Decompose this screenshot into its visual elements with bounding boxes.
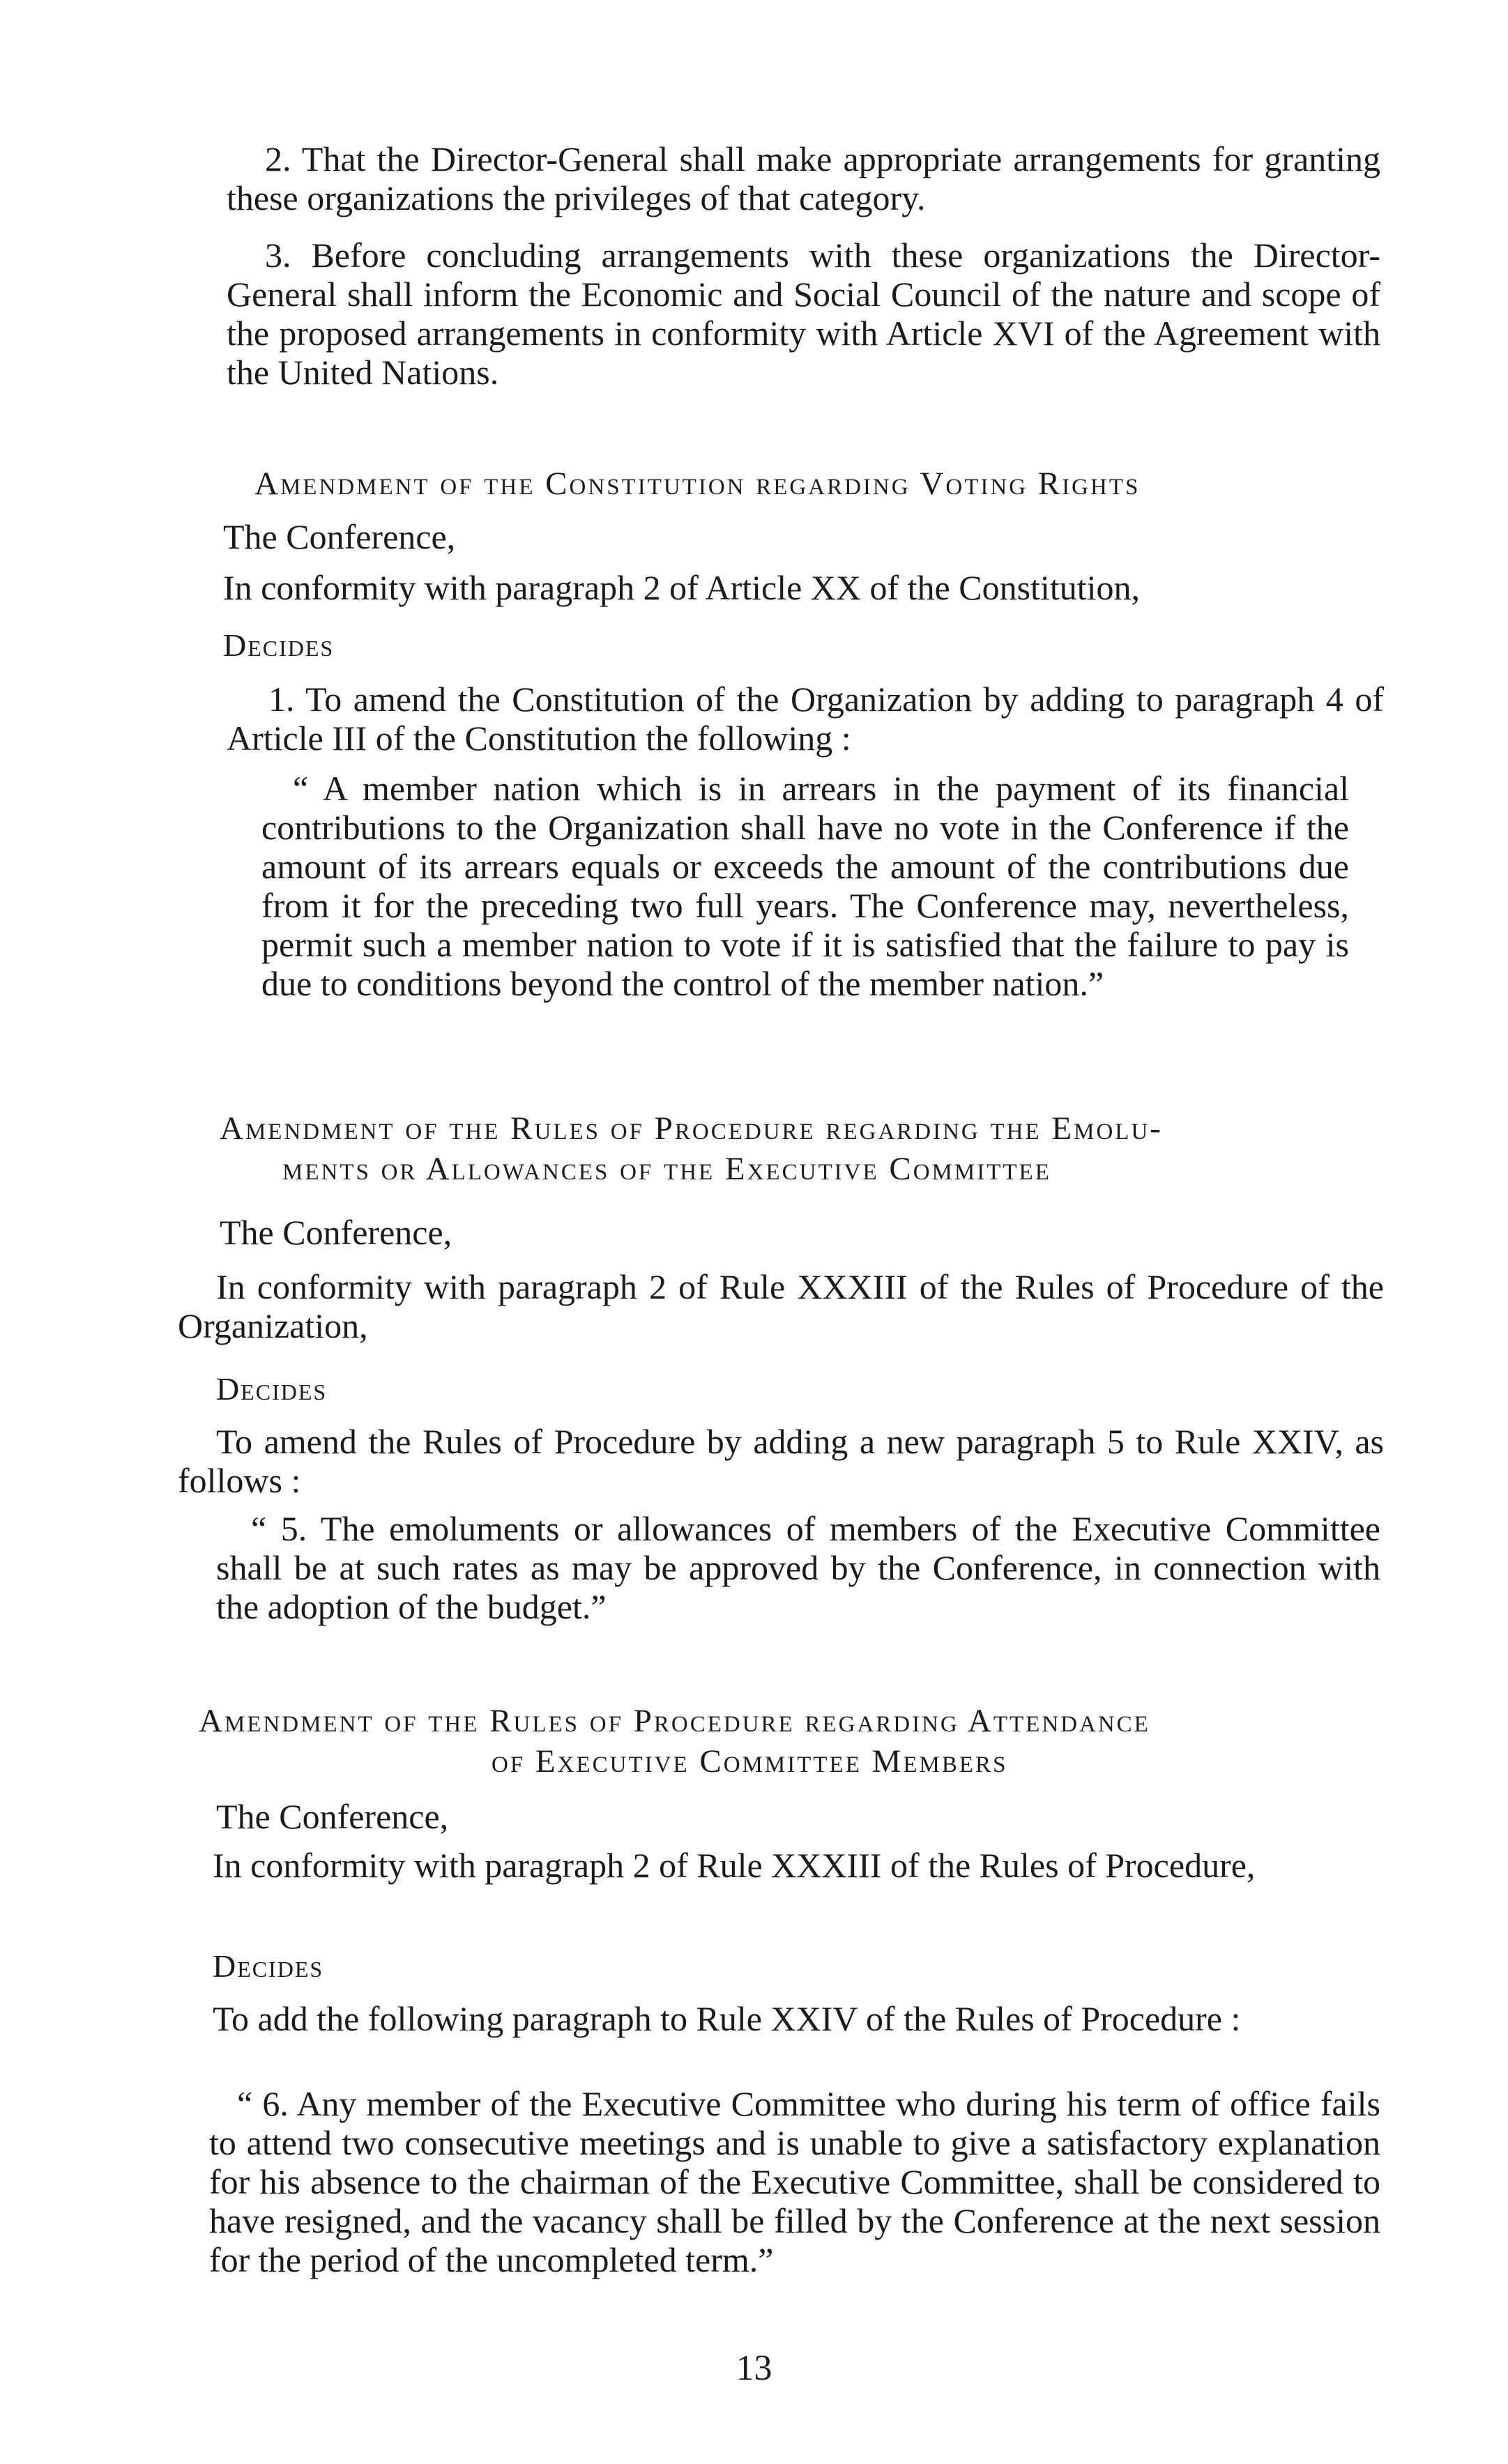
section-attendance	[199, 1701, 1384, 1782]
decision-item: To add the following paragraph to Rule XXIV of the Rules of Procedure :	[213, 1999, 1241, 2038]
section-heading-line-2: ments or Allowances of the Executive Committee	[282, 1151, 1051, 1187]
decides-label: Decides	[223, 627, 335, 663]
amendment-quote: “ 6. Any member of the Executive Committee who during his term of office fails to attend two consecutive meetings and is unable to give a satisfactory explanation for his absence to the chairman of the Executive Committee, shall be considered to have resigned, and the vacancy shall be filled by the Conference at the next session for the period of the uncompleted term.”	[209, 2084, 1380, 2279]
decision-item: 1. To amend the Constitution of the Organization by adding to paragraph 4 of Article III of the Constitution the following :	[227, 680, 1384, 758]
paragraph-3: 3. Before concluding arrangements with these organizations the Director-General shall inform the Economic and Social Council of the nature and scope of the proposed arrangements in conformity with Article XVI of the Agreement with the United Nations.	[227, 236, 1380, 392]
page-number: 13	[736, 2348, 772, 2388]
decides-label: Decides	[213, 1948, 324, 1984]
amendment-quote: “ 5. The emoluments or allowances of members of the Executive Committee shall be at such rates as may be approved by the Conference, in connection with the adoption of the budget.”	[216, 1509, 1380, 1626]
decides-label: Decides	[216, 1371, 328, 1407]
section-heading-line-2: of Executive Committee Members	[492, 1743, 1008, 1780]
section-heading-line-1: Amendment of the Rules of Procedure regarding the Emolu-	[220, 1110, 1163, 1147]
conference-line: The Conference,	[220, 1213, 452, 1252]
conformity-line: In conformity with paragraph 2 of Rule XXXIII of the Rules of Procedure of the Organization,	[178, 1267, 1384, 1345]
section-heading-line-1: Amendment of the Rules of Procedure regarding Attendance	[199, 1703, 1150, 1739]
section-emoluments	[209, 1108, 1380, 1189]
section-heading: Amendment of the Constitution regarding Voting Rights	[254, 466, 1141, 502]
amendment-quote: “ A member nation which is in arrears in the payment of its financial contributions to the Organization shall have no vote in the Conference if the amount of its arrears equals or exceeds the amount of the contributions due from it for the preceding two full years. The Conference may, nevertheless, permit such a member nation to vote if it is satisfied that the failure to pay is due to conditions beyond the control of the member nation.”	[261, 769, 1349, 1003]
conference-line: The Conference,	[223, 517, 456, 556]
conference-line: The Conference,	[216, 1797, 449, 1836]
section-voting-rights	[220, 464, 1391, 504]
conformity-line: In conformity with paragraph 2 of Article XX of the Constitution,	[223, 568, 1141, 607]
conformity-line: In conformity with paragraph 2 of Rule XXXIII of the Rules of Procedure,	[213, 1846, 1256, 1885]
decision-item: To amend the Rules of Procedure by adding a new paragraph 5 to Rule XXIV, as follows :	[178, 1422, 1384, 1500]
paragraph-2: 2. That the Director-General shall make appropriate arrangements for granting these organizations the privileges of that category.	[227, 139, 1380, 217]
